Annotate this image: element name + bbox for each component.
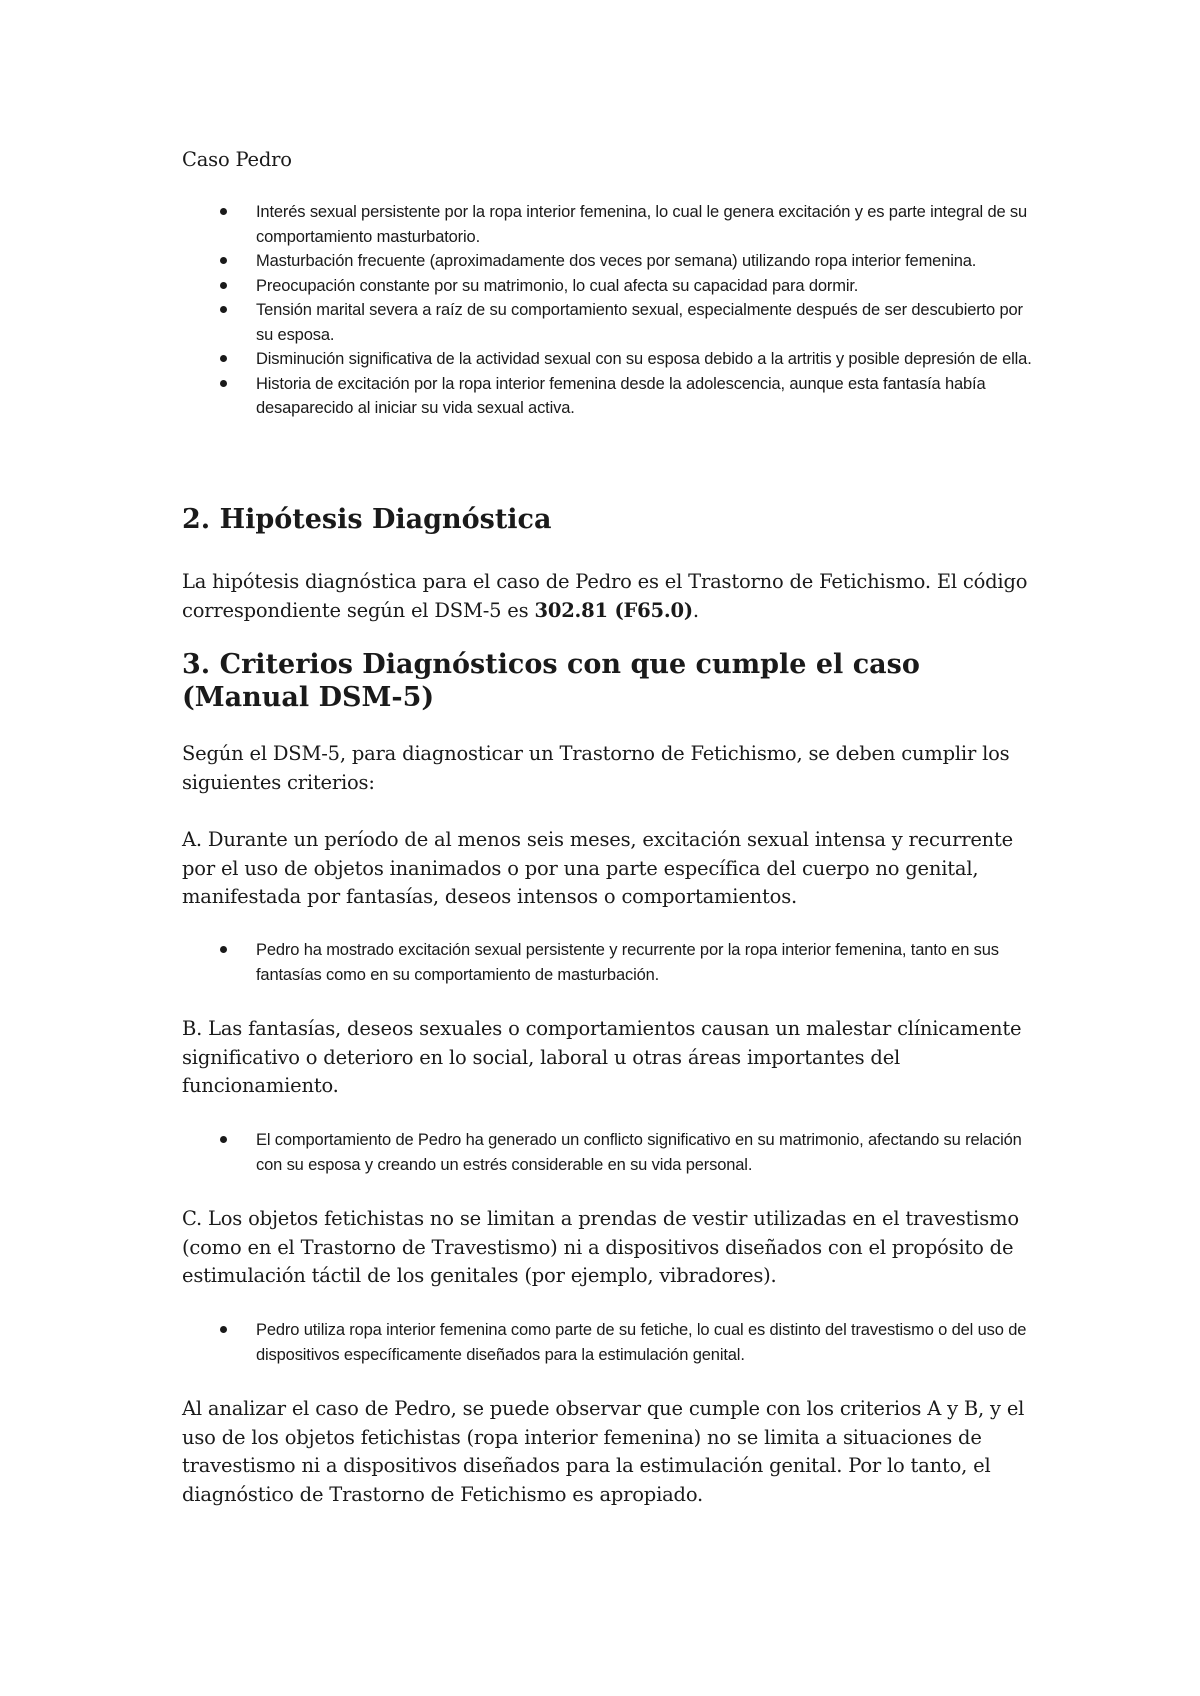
list-item: Preocupación constante por su matrimonio, lo cual afecta su capacidad para dormir. <box>182 274 1032 299</box>
diagnostic-hypothesis-paragraph: La hipótesis diagnóstica para el caso de Pedro es el Trastorno de Fetichismo. El código correspondiente según el DSM-5 es 302.81 (F65.0). <box>182 570 1028 622</box>
list-item: Historia de excitación por la ropa interior femenina desde la adolescencia, aunque esta fantasía había desaparecido al iniciar su vida sexual activa. <box>182 372 1032 421</box>
conclusion-paragraph: Al analizar el caso de Pedro, se puede observar que cumple con los criterios A y B, y el uso de los objetos fetichistas (ropa interior femenina) no se limita a situaciones de travestismo ni a dispositivos diseñados para la estimulación genital. Por lo tanto, el diagnóstico de Trastorno de Fetichismo es apropiado. <box>182 1397 1025 1506</box>
list-item: Masturbación frecuente (aproximadamente dos veces por semana) utilizando ropa interior femenina. <box>182 249 1032 274</box>
section-2-heading: 2. Hipótesis Diagnóstica <box>182 504 552 535</box>
criterion-b-bullets <box>182 1128 1032 1177</box>
list-item: Pedro utiliza ropa interior femenina como parte de su fetiche, lo cual es distinto del travestismo o del uso de dispositivos específicamente diseñados para la estimulación genital. <box>182 1318 1032 1367</box>
criterion-a-bullets <box>182 938 1032 987</box>
case-title: Caso Pedro <box>182 148 292 171</box>
criteria-intro: Según el DSM-5, para diagnosticar un Trastorno de Fetichismo, se deben cumplir los siguientes criterios: <box>182 742 1010 794</box>
criterion-b: B. Las fantasías, deseos sexuales o comportamientos causan un malestar clínicamente significativo o deterioro en lo social, laboral u otras áreas importantes del funcionamiento. <box>182 1017 1022 1097</box>
dsm-code: 302.81 (F65.0) <box>534 598 693 622</box>
bullet-icon <box>220 355 227 362</box>
bullet-icon <box>220 946 227 953</box>
list-item: Pedro ha mostrado excitación sexual persistente y recurrente por la ropa interior femenina, tanto en sus fantasías como en su comportamiento de masturbación. <box>182 938 1032 987</box>
bullet-icon <box>220 208 227 215</box>
list-item: Disminución significativa de la actividad sexual con su esposa debido a la artritis y posible depresión de ella. <box>182 347 1032 372</box>
bullet-icon <box>220 257 227 264</box>
list-item: El comportamiento de Pedro ha generado un conflicto significativo en su matrimonio, afectando su relación con su esposa y creando un estrés considerable en su vida personal. <box>182 1128 1032 1177</box>
bullet-icon <box>220 282 227 289</box>
criterion-a: A. Durante un período de al menos seis meses, excitación sexual intensa y recurrente por el uso de objetos inanimados o por una parte específica del cuerpo no genital, manifestada por fantasías, deseos intensos o comportamientos. <box>182 828 1014 908</box>
bullet-icon <box>220 1326 227 1333</box>
bullet-icon <box>220 306 227 313</box>
list-item: Interés sexual persistente por la ropa interior femenina, lo cual le genera excitación y es parte integral de su comportamiento masturbatorio. <box>182 200 1032 249</box>
section-3-heading: 3. Criterios Diagnósticos con que cumple el caso (Manual DSM-5) <box>182 649 920 713</box>
criterion-c: C. Los objetos fetichistas no se limitan a prendas de vestir utilizadas en el travestismo (como en el Trastorno de Travestismo) ni a dispositivos diseñados con el propósito de estimulación táctil de los genitales (por ejemplo, vibradores). <box>182 1207 1019 1287</box>
bullet-icon <box>220 1136 227 1143</box>
bullet-icon <box>220 380 227 387</box>
list-item: Tensión marital severa a raíz de su comportamiento sexual, especialmente después de ser descubierto por su esposa. <box>182 298 1032 347</box>
criterion-c-bullets <box>182 1318 1032 1367</box>
symptom-list <box>182 200 1032 421</box>
